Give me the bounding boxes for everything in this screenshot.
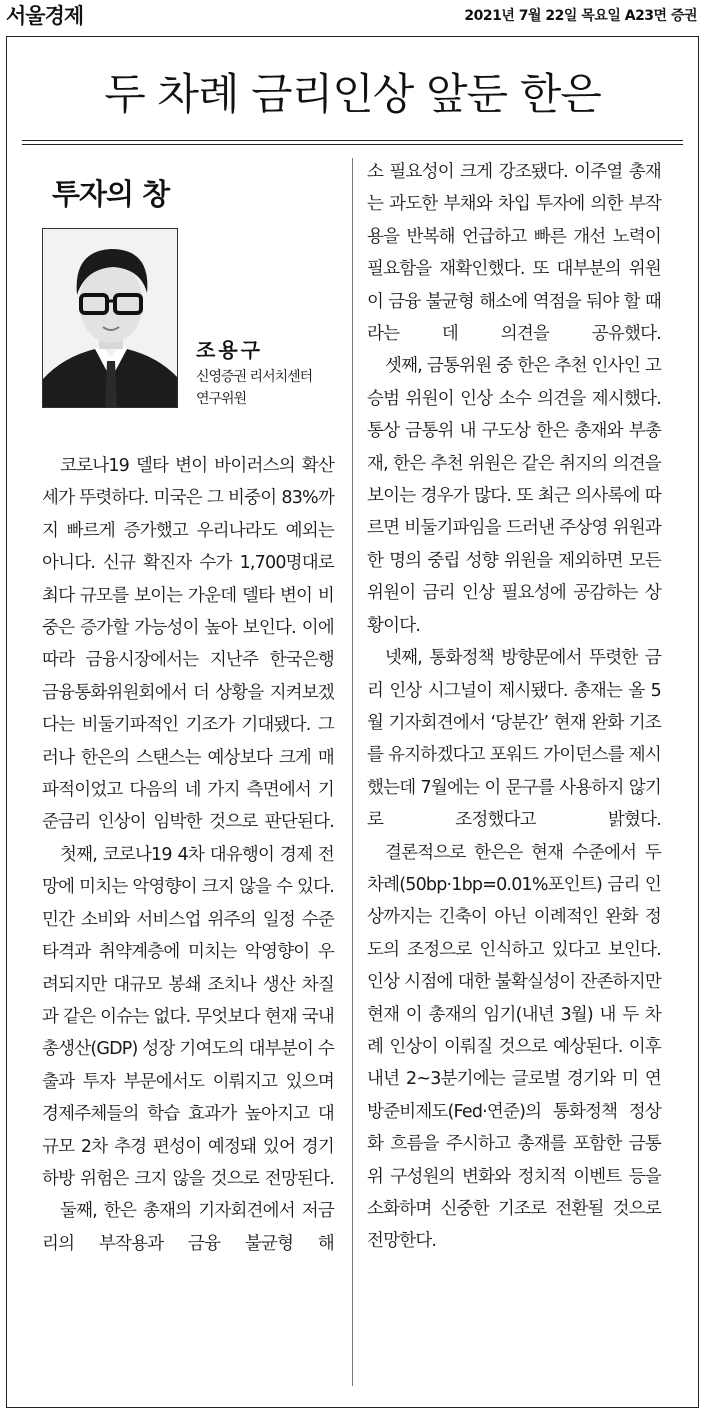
paragraph-first-point: 첫째, 코로나19 4차 대유행이 경제 전망에 미치는 악영향이 크지 않을 수 있다. 민간 소비와 서비스업 위주의 일정 수준 타격과 취약계층에 미치는 악영향이 우려되지만 대규모 봉쇄 조치나 생산 차질과 같은 이슈는 없다. 무엇보다 현재 국내총생산(GDP) 성장 기여도의 대부분이 수출과 투자 부문에서도 이뤄지고 있으며 경제주체들의 학습 효과가 높아지고 대규모 2차 추경 편성이 예정돼 있어 경기 하방 위험은 크지 않을 것으로 전망된다. bbox=[42, 844, 334, 1189]
author-organization: 신영증권 리서치센터 bbox=[196, 369, 313, 385]
column-name: 투자의 창 bbox=[52, 177, 170, 211]
article-column-left bbox=[42, 450, 334, 1260]
author-photo bbox=[42, 228, 178, 408]
date-line: 2021년 7월 22일 목요일 A23면 증권 bbox=[464, 8, 697, 24]
headline-rule-top bbox=[22, 140, 683, 141]
headline: 두 차례 금리인상 앞둔 한은 bbox=[104, 70, 601, 120]
newspaper-name: 서울경제 bbox=[6, 4, 84, 28]
headline-rule-bottom bbox=[22, 144, 683, 145]
author-portrait-image bbox=[43, 229, 178, 408]
paragraph-fourth-point: 넷째, 통화정책 방향문에서 뚜렷한 금리 인상 시그널이 제시됐다. 총재는 올 5월 기자회견에서 ‘당분간’ 현재 완화 기조를 유지하겠다고 포워드 가이던스를 제시했는데 7월에는 이 문구를 사용하지 않기로 조정했다고 밝혔다. bbox=[367, 648, 661, 831]
paragraph-intro: 코로나19 델타 변이 바이러스의 확산세가 뚜렷하다. 미국은 그 비중이 83%까지 빠르게 증가했고 우리나라도 예외는 아니다. 신규 확진자 수가 1,700명대로 최다 규모를 보이는 가운데 델타 변이 비중은 증가할 가능성이 높아 보인다. 이에 따라 금융시장에서는 지난주 한국은행 금융통화위원회에서 더 상황을 지켜보겠다는 비둘기파적인 기조가 기대됐다. 그러나 한은의 스탠스는 예상보다 크게 매파적이었고 다음의 네 가지 측면에서 기준금리 인상이 임박한 것으로 판단된다. bbox=[42, 456, 334, 833]
paragraph-third-point: 셋째, 금통위원 중 한은 추천 인사인 고승범 위원이 인상 소수 의견을 제시했다. 통상 금통위 내 구도상 한은 총재와 부총재, 한은 추천 위원은 같은 취지의 의견을 보이는 경우가 많다. 또 최근 의사록에 따르면 비둘기파임을 드러낸 주상영 위원과 한 명의 중립 성향 위원을 제외하면 모든 위원이 금리 인상 필요성에 공감하는 상황이다. bbox=[367, 356, 661, 636]
paragraph-second-point-continued: 소 필요성이 크게 강조됐다. 이주열 총재는 과도한 부채와 차입 투자에 의한 부작용을 반복해 언급하고 빠른 개선 노력이 필요함을 재확인했다. 또 대부분의 위원이 금융 불균형 해소에 역점을 둬야 할 때라는 데 의견을 공유했다. bbox=[367, 162, 661, 345]
author-title: 연구위원 bbox=[196, 391, 247, 407]
paragraph-conclusion: 결론적으로 한은은 현재 수준에서 두 차례(50bp·1bp=0.01%포인트) 금리 인상까지는 긴축이 아닌 이례적인 완화 정도의 조정으로 인식하고 있다고 보인다. 인상 시점에 대한 불확실성이 잔존하지만 현재 이 총재의 임기(내년 3월) 내 두 차례 인상이 이뤄질 것으로 예상된다. 이후 내년 2~3분기에는 글로벌 경기와 미 연방준비제도(Fed·연준)의 통화정책 정상화 흐름을 주시하고 총재를 포함한 금통위 구성원의 변화와 정치적 이벤트 등을 소화하며 신중한 기조로 전환될 것으로 전망한다. bbox=[367, 842, 661, 1252]
paragraph-second-point-start: 둘째, 한은 총재의 기자회견에서 저금리의 부작용과 금융 불균형 해 bbox=[42, 1201, 334, 1254]
masthead bbox=[0, 0, 705, 36]
author-affiliation bbox=[196, 366, 312, 410]
author-name: 조용구 bbox=[196, 338, 263, 362]
article-column-right bbox=[367, 156, 661, 1258]
column-divider bbox=[352, 158, 353, 1386]
